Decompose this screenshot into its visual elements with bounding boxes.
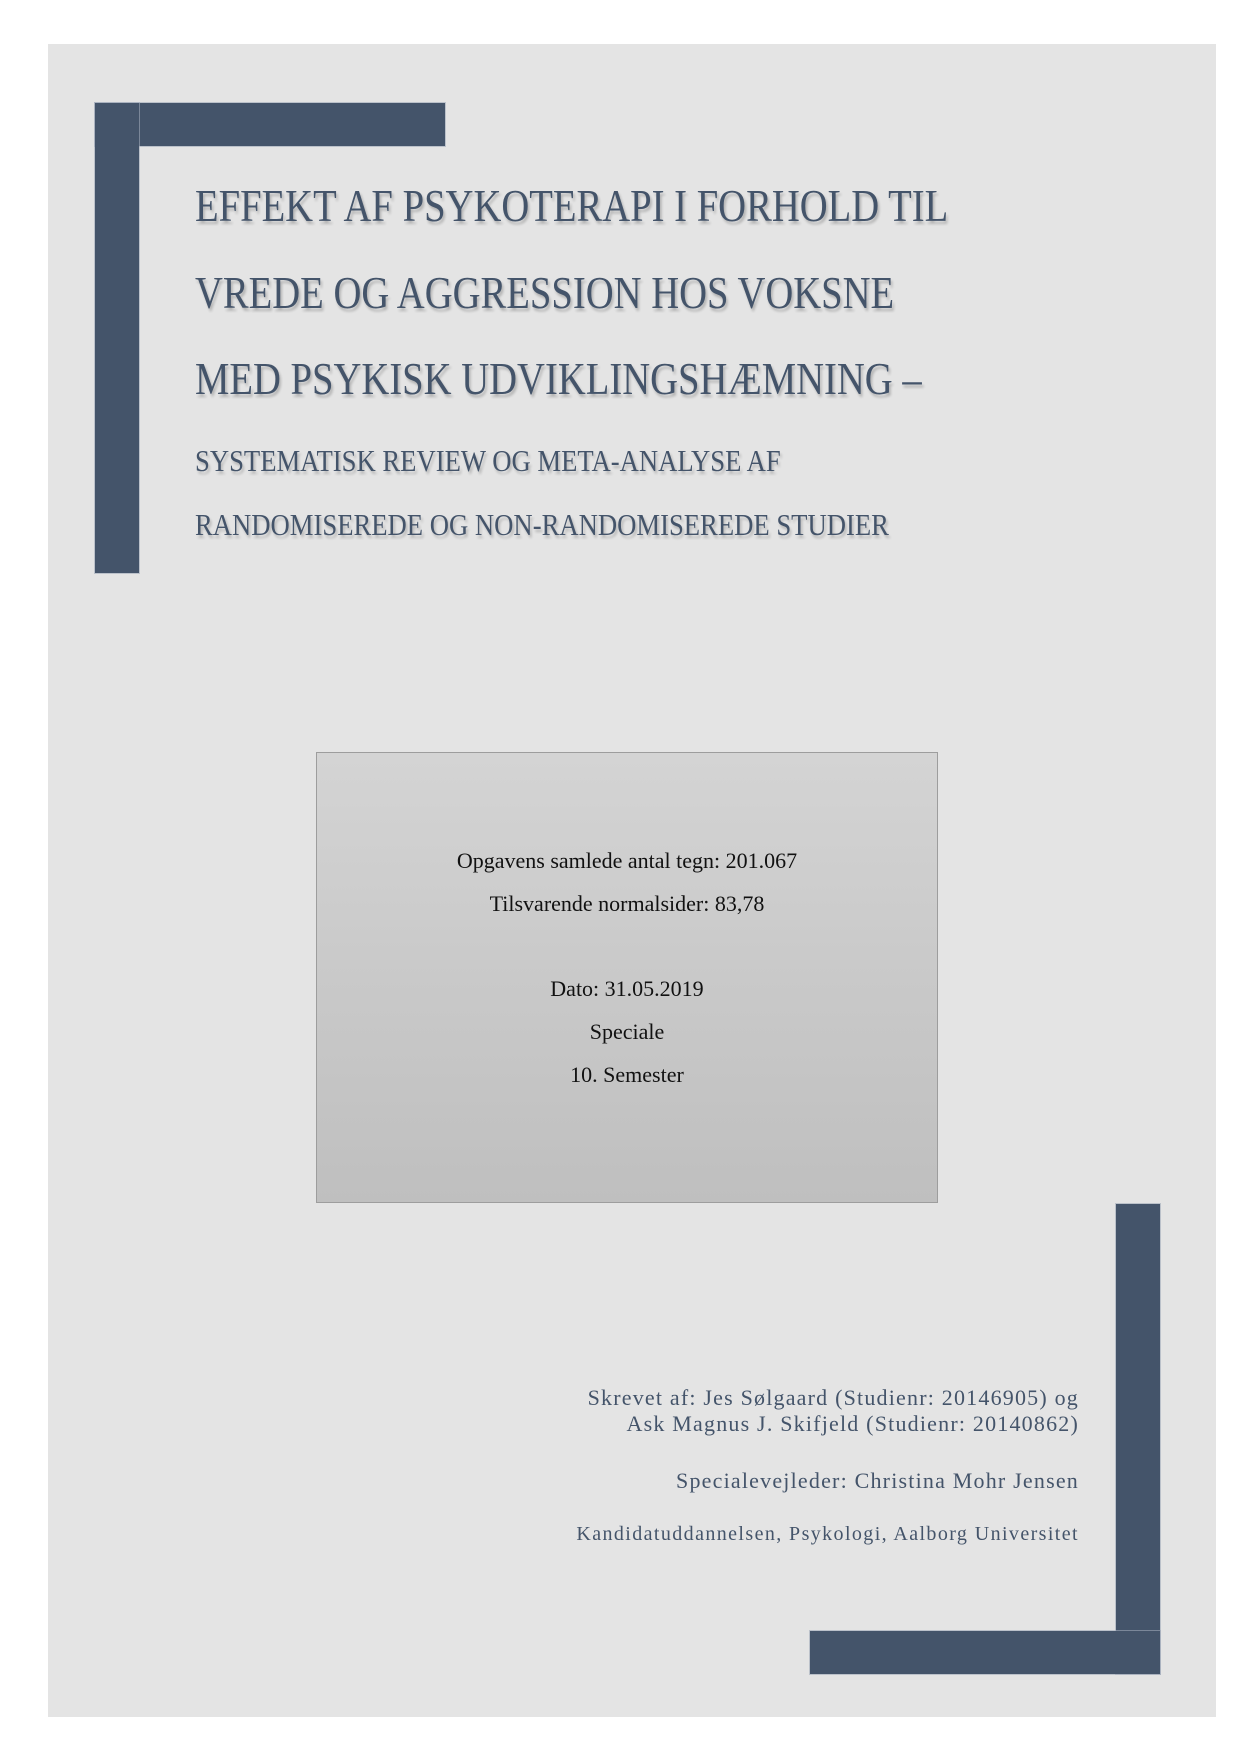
semester: 10. Semester xyxy=(570,1062,684,1087)
subtitle-line-1: SYSTEMATISK REVIEW OG META-ANALYSE AF xyxy=(195,443,781,478)
institution-line: Kandidatuddannelsen, Psykologi, Aalborg Universitet xyxy=(576,1523,1079,1545)
date: Dato: 31.05.2019 xyxy=(550,976,704,1001)
bottom-right-bracket-horizontal-bar xyxy=(810,1631,1160,1674)
info-box xyxy=(316,752,938,1203)
institution xyxy=(576,1522,1079,1546)
subtitle-line-2: RANDOMISEREDE OG NON-RANDOMISEREDE STUDIER xyxy=(195,507,889,542)
title-line-3: MED PSYKISK UDVIKLINGSHÆMNING – xyxy=(195,353,922,404)
thesis-type: Speciale xyxy=(589,1019,665,1044)
cover-page xyxy=(48,44,1216,1717)
authors xyxy=(588,1385,1079,1437)
authors-line-2: Ask Magnus J. Skifjeld (Studienr: 20140862) xyxy=(626,1411,1079,1436)
top-left-bracket-horizontal-bar xyxy=(95,103,445,146)
supervisor xyxy=(676,1468,1079,1494)
char-count: Opgavens samlede antal tegn: 201.067 xyxy=(456,848,798,873)
supervisor-line: Specialevejleder: Christina Mohr Jensen xyxy=(676,1468,1079,1493)
normal-pages: Tilsvarende normalsider: 83,78 xyxy=(489,891,765,916)
title-line-2: VREDE OG AGGRESSION HOS VOKSNE xyxy=(195,267,895,318)
title-line-1: EFFEKT AF PSYKOTERAPI I FORHOLD TIL xyxy=(195,180,949,231)
bottom-right-bracket-vertical-bar xyxy=(1116,1204,1160,1674)
top-left-bracket-vertical-bar xyxy=(95,103,139,573)
authors-line-1: Skrevet af: Jes Sølgaard (Studienr: 20146905) og xyxy=(587,1385,1079,1410)
